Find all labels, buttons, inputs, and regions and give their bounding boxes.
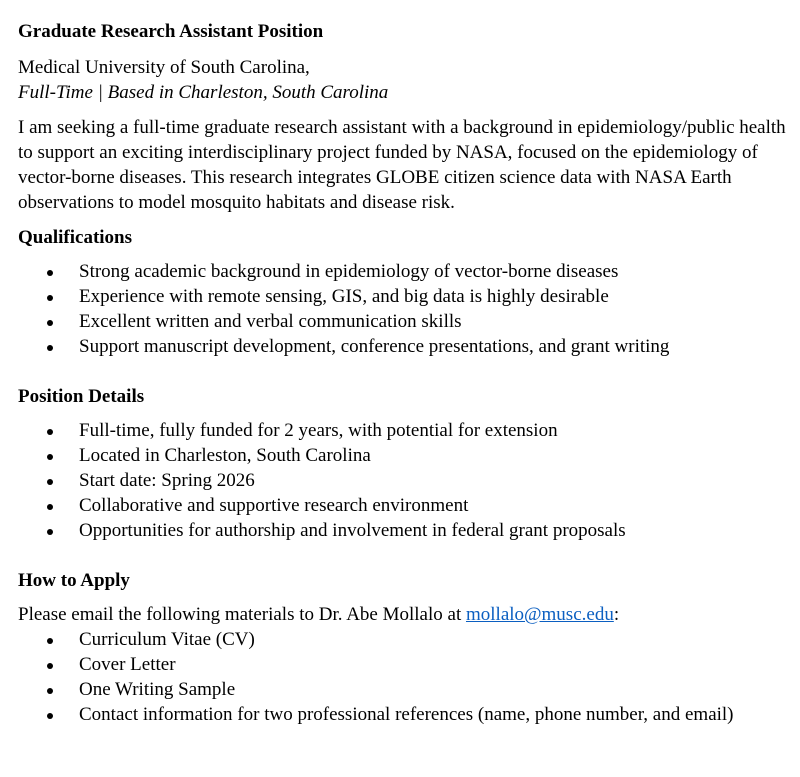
affiliation <box>18 55 800 105</box>
bullet-icon <box>47 270 53 276</box>
list-item: Collaborative and supportive research environment <box>18 493 800 518</box>
list-item: Full-time, fully funded for 2 years, with potential for extension <box>18 418 800 443</box>
position-type-location: Full-Time | Based in Charleston, South Carolina <box>18 82 389 103</box>
page-title: Graduate Research Assistant Position <box>18 21 324 42</box>
position-details-list <box>18 418 800 543</box>
application-materials-list <box>18 627 800 727</box>
list-item: Excellent written and verbal communication skills <box>18 309 800 334</box>
list-item: Support manuscript development, conference presentations, and grant writing <box>18 334 800 359</box>
list-item: Cover Letter <box>18 652 800 677</box>
qualifications-list <box>18 259 800 359</box>
bullet-icon <box>47 295 53 301</box>
list-item: Opportunities for authorship and involvement in federal grant proposals <box>18 518 800 543</box>
intro-paragraph: I am seeking a full-time graduate research assistant with a background in epidemiology/public health to support an exciting interdisciplinary project funded by NASA, focused on the epidemiology of vector-borne diseases. This research integrates GLOBE citizen science data with NASA Earth observations to model mosquito habitats and disease risk. <box>18 117 786 213</box>
bullet-icon <box>47 320 53 326</box>
position-details-heading: Position Details <box>18 386 145 407</box>
email-link[interactable]: mollalo@musc.edu <box>465 604 614 625</box>
qualifications-heading: Qualifications <box>18 227 133 248</box>
bullet-icon <box>47 688 53 694</box>
list-item: Strong academic background in epidemiology of vector-borne diseases <box>18 259 800 284</box>
list-item: Curriculum Vitae (CV) <box>18 627 800 652</box>
list-item: Start date: Spring 2026 <box>18 468 800 493</box>
list-item: Located in Charleston, South Carolina <box>18 443 800 468</box>
institution-name: Medical University of South Carolina, <box>18 57 310 78</box>
bullet-icon <box>47 454 53 460</box>
bullet-icon <box>47 638 53 644</box>
apply-instructions <box>18 602 800 627</box>
list-item: Experience with remote sensing, GIS, and big data is highly desirable <box>18 284 800 309</box>
list-item: Contact information for two professional references (name, phone number, and email) <box>18 702 800 727</box>
bullet-icon <box>47 663 53 669</box>
how-to-apply-heading: How to Apply <box>18 570 130 591</box>
bullet-icon <box>47 429 53 435</box>
bullet-icon <box>47 479 53 485</box>
apply-suffix: : <box>613 604 620 625</box>
bullet-icon <box>47 529 53 535</box>
bullet-icon <box>47 504 53 510</box>
bullet-icon <box>47 713 53 719</box>
bullet-icon <box>47 345 53 351</box>
apply-intro-text: Please email the following materials to Dr. Abe Mollalo at <box>18 604 466 625</box>
list-item: One Writing Sample <box>18 677 800 702</box>
